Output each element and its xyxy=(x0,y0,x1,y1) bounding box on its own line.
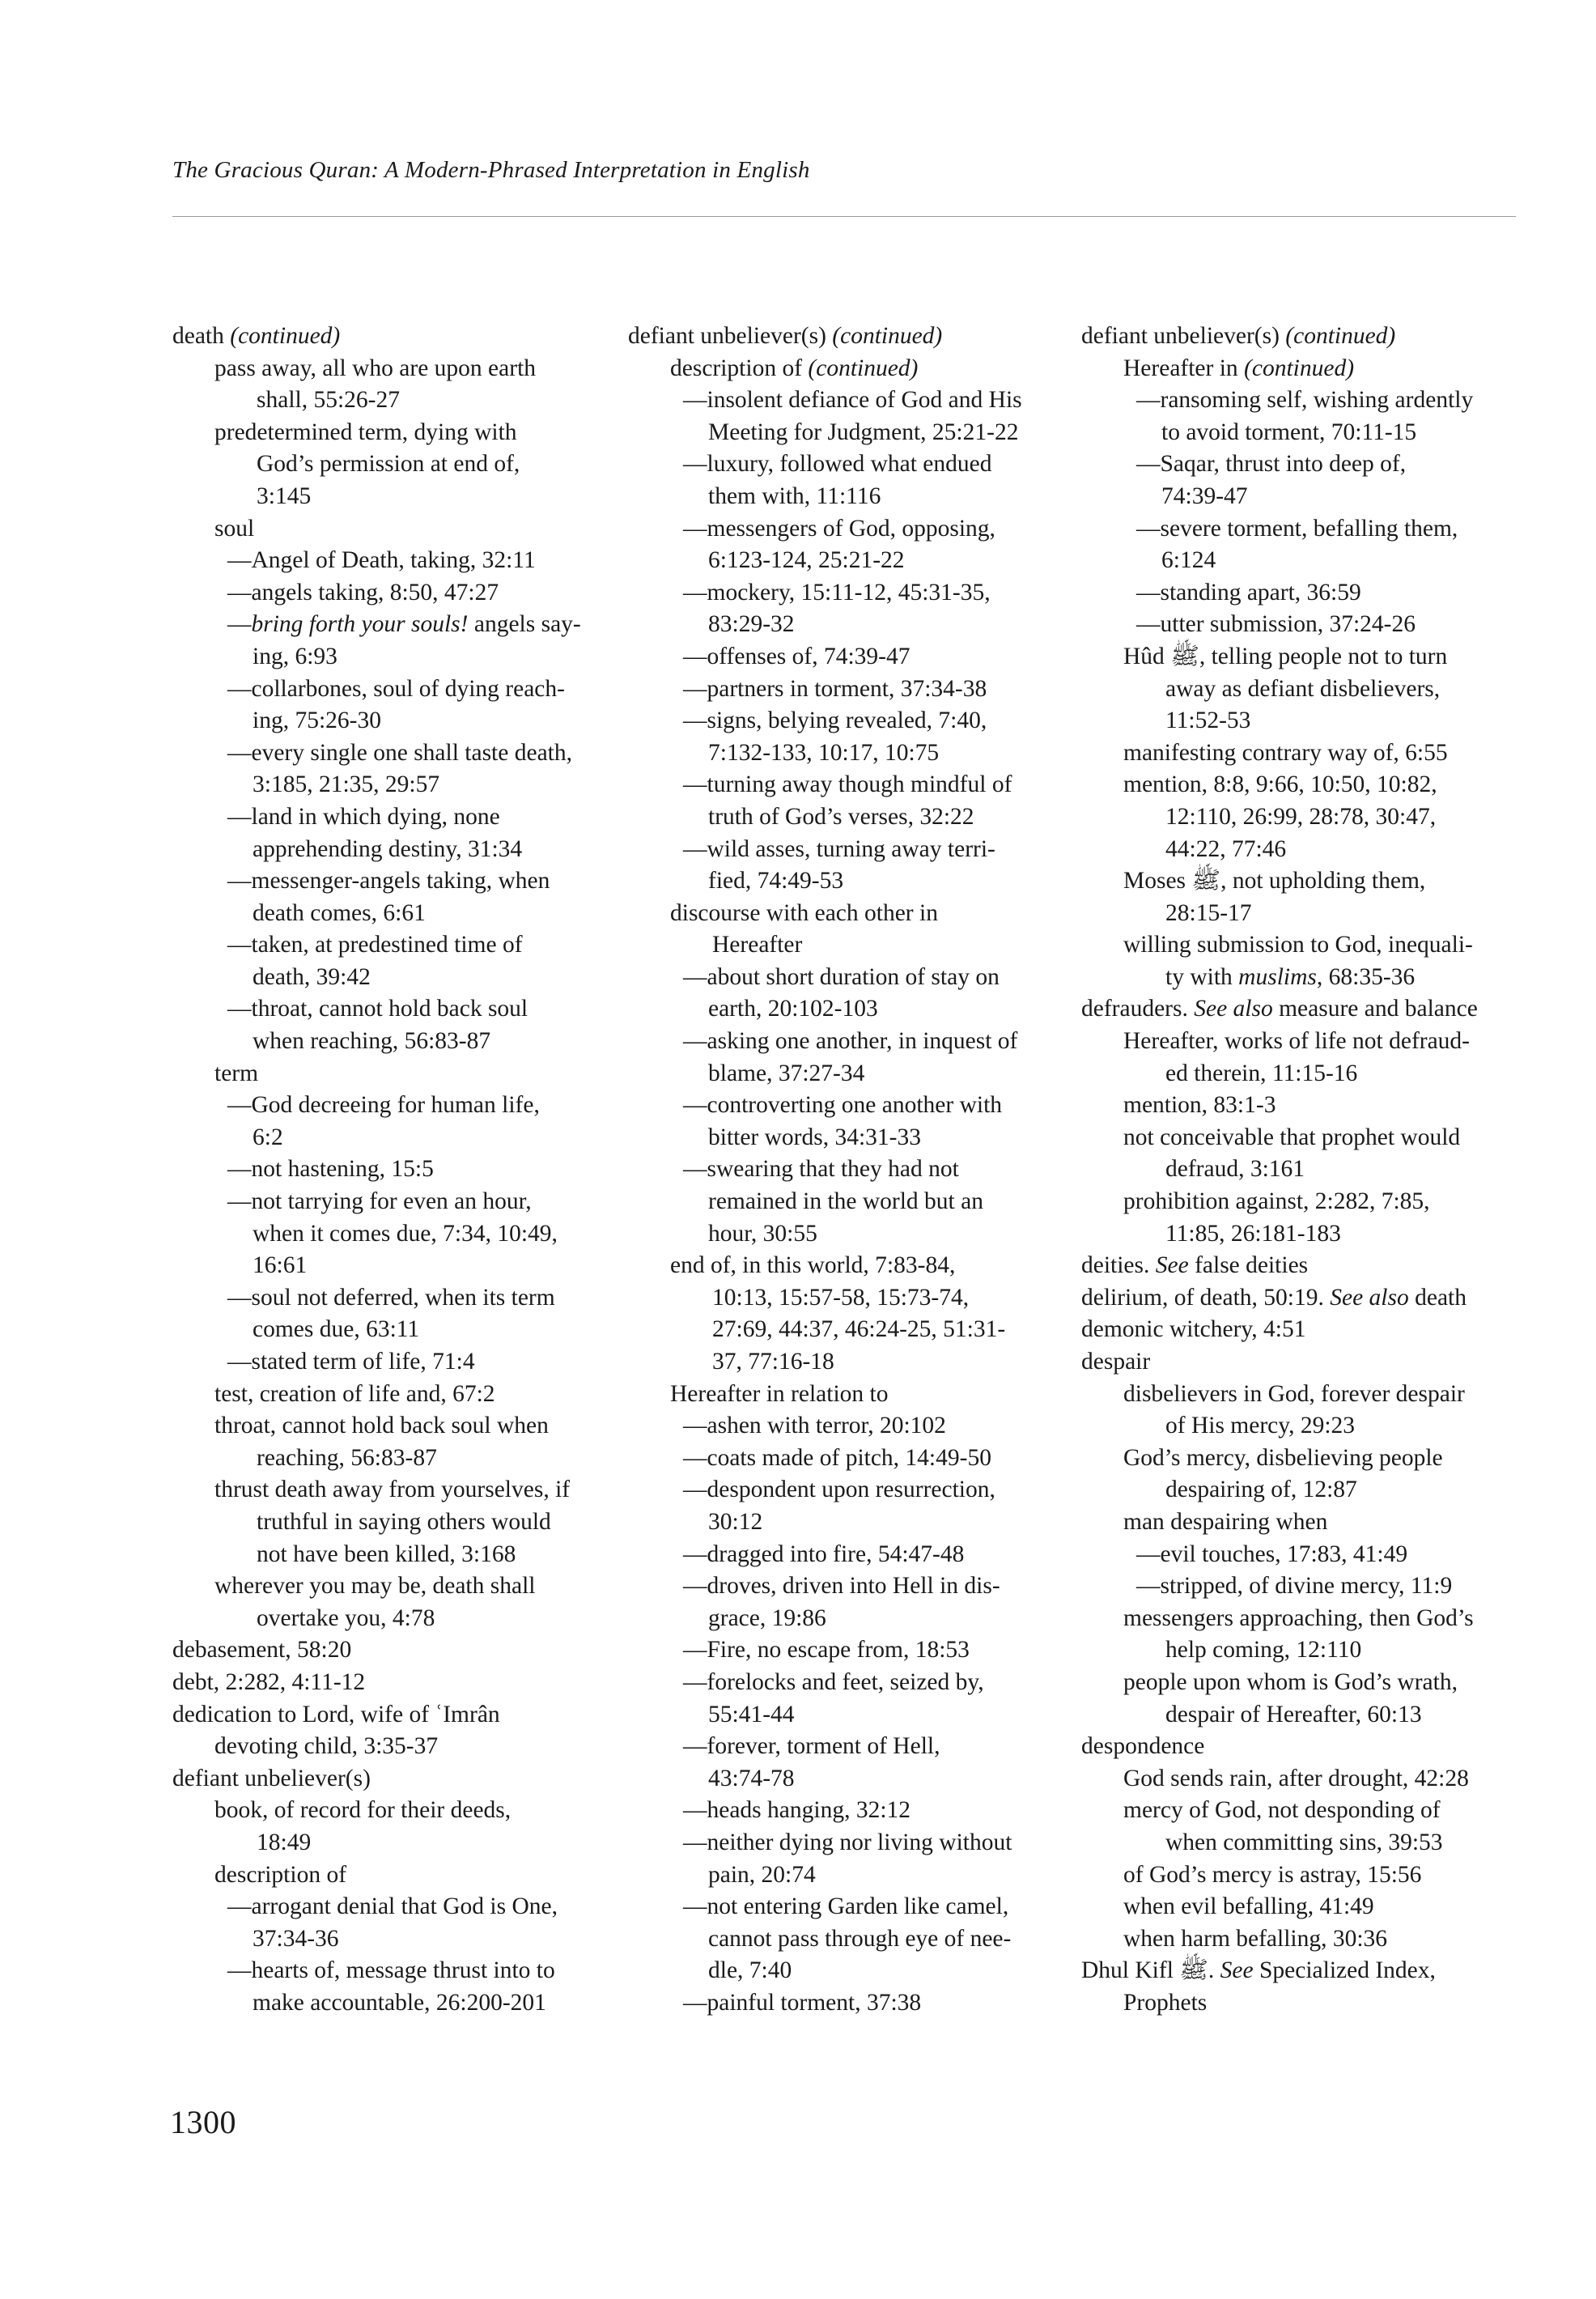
index-entry-line: mention, 8:8, 9:66, 10:50, 10:82, xyxy=(1123,771,1437,798)
index-entry-line: —coats made of pitch, 14:49-50 xyxy=(683,1444,991,1471)
index-entry-line: 11:85, 26:181-183 xyxy=(1165,1220,1341,1247)
index-entry-line: description of xyxy=(214,1861,347,1888)
index-entry-line: Dhul Kifl ﷺ. See Specialized Index, xyxy=(1081,1957,1436,1984)
index-entry-line: defiant unbeliever(s) (continued) xyxy=(1081,323,1396,349)
index-entry-line: debt, 2:282, 4:11-12 xyxy=(172,1668,366,1695)
index-entry-line: —not tarrying for even an hour, xyxy=(227,1188,532,1215)
index-entry-line: —messenger-angels taking, when xyxy=(227,868,550,895)
index-entry-line: 28:15-17 xyxy=(1165,899,1252,926)
index-entry-line: apprehending destiny, 31:34 xyxy=(253,835,523,862)
index-entry-line: when evil befalling, 41:49 xyxy=(1123,1893,1374,1920)
index-entry-line: description of (continued) xyxy=(670,355,919,381)
index-entry-line: predetermined term, dying with xyxy=(214,419,517,445)
index-entry-line: Meeting for Judgment, 25:21-22 xyxy=(708,419,1019,445)
index-entry-line: willing submission to God, inequali- xyxy=(1123,932,1473,958)
index-entry-line: —painful torment, 37:38 xyxy=(683,1989,922,2016)
index-entry-line: defiant unbeliever(s) (continued) xyxy=(628,323,943,349)
index-entry-line: —stated term of life, 71:4 xyxy=(227,1349,475,1375)
index-entry-line: 30:12 xyxy=(708,1508,763,1535)
index-entry-line: —taken, at predestined time of xyxy=(227,932,523,958)
index-entry-line: Hereafter in relation to xyxy=(670,1380,889,1407)
index-entry-line: death comes, 6:61 xyxy=(253,899,426,926)
index-entry-line: —turning away though mindful of xyxy=(683,771,1012,798)
index-entry-line: —signs, belying revealed, 7:40, xyxy=(683,708,987,734)
index-entry-line: despair of Hereafter, 60:13 xyxy=(1165,1701,1422,1727)
index-entry-line: 43:74-78 xyxy=(708,1765,795,1791)
index-entry-line: Hereafter xyxy=(712,932,803,958)
index-entry-line: thrust death away from yourselves, if xyxy=(214,1477,571,1503)
index-entry-line: —insolent defiance of God and His xyxy=(683,387,1022,414)
index-entry-line: remained in the world but an xyxy=(708,1188,983,1215)
index-entry-line: —Fire, no escape from, 18:53 xyxy=(683,1637,970,1664)
index-entry-line: —standing apart, 36:59 xyxy=(1136,579,1361,606)
index-entry-line: 7:132-133, 10:17, 10:75 xyxy=(708,739,940,766)
index-entry-line: to avoid torment, 70:11-15 xyxy=(1161,419,1417,445)
index-entry-line: overtake you, 4:78 xyxy=(257,1604,435,1631)
index-entry-line: not conceivable that prophet would xyxy=(1123,1124,1461,1150)
index-entry-line: 12:110, 26:99, 28:78, 30:47, xyxy=(1165,803,1437,830)
index-entry-line: —angels taking, 8:50, 47:27 xyxy=(227,579,499,606)
index-entry-line: —hearts of, message thrust into to xyxy=(227,1957,555,1984)
index-entry-line: disbelievers in God, forever despair xyxy=(1123,1380,1465,1407)
index-entry-line: —soul not deferred, when its term xyxy=(227,1284,555,1311)
index-entry-line: demonic witchery, 4:51 xyxy=(1081,1316,1306,1343)
index-entry-line: people upon whom is God’s wrath, xyxy=(1123,1668,1458,1695)
index-entry-line: fied, 74:49-53 xyxy=(708,868,844,895)
index-entry-line: defiant unbeliever(s) xyxy=(172,1765,371,1791)
index-entry-line: —collarbones, soul of dying reach- xyxy=(227,675,565,702)
index-entry-line: —forelocks and feet, seized by, xyxy=(683,1668,984,1695)
index-entry-line: discourse with each other in xyxy=(670,899,938,926)
index-entry-line: —Saqar, thrust into deep of, xyxy=(1136,451,1407,478)
index-entry-line: make accountable, 26:200-201 xyxy=(253,1989,546,2016)
index-entry-line: help coming, 12:110 xyxy=(1165,1637,1362,1664)
index-entry-line: —throat, cannot hold back soul xyxy=(227,996,528,1022)
index-entry-line: deities. See false deities xyxy=(1081,1252,1309,1279)
index-entry-line: ed therein, 11:15-16 xyxy=(1165,1060,1358,1086)
index-entry-line: when harm befalling, 30:36 xyxy=(1123,1925,1388,1952)
index-entry-line: —ashen with terror, 20:102 xyxy=(683,1413,946,1439)
index-entry-line: God’s mercy, disbelieving people xyxy=(1123,1444,1443,1471)
index-entry-line: earth, 20:102-103 xyxy=(708,996,878,1022)
index-entry-line: —forever, torment of Hell, xyxy=(683,1733,940,1760)
index-entry-line: of God’s mercy is astray, 15:56 xyxy=(1123,1861,1422,1888)
index-entry-line: Hereafter in (continued) xyxy=(1123,355,1355,381)
index-entry-line: despair xyxy=(1081,1349,1151,1375)
index-entry-line: them with, 11:116 xyxy=(708,482,881,509)
index-entry-line: 6:124 xyxy=(1161,547,1216,574)
index-column-1 xyxy=(172,321,626,2019)
index-entry-line: pain, 20:74 xyxy=(708,1861,816,1888)
page-number: 1300 xyxy=(170,2104,236,2140)
index-entry-line: 18:49 xyxy=(257,1829,312,1855)
index-entry-line: —neither dying nor living without xyxy=(683,1829,1012,1855)
index-entry-line: 44:22, 77:46 xyxy=(1165,835,1287,862)
index-entry-line: —stripped, of divine mercy, 11:9 xyxy=(1136,1573,1453,1600)
index-entry-line: —heads hanging, 32:12 xyxy=(683,1797,911,1824)
index-entry-line: devoting child, 3:35-37 xyxy=(214,1733,439,1760)
index-entry-line: —evil touches, 17:83, 41:49 xyxy=(1136,1540,1408,1567)
index-entry-line: hour, 30:55 xyxy=(708,1220,817,1247)
index-entry-line: death, 39:42 xyxy=(253,963,371,990)
index-entry-line: —God decreeing for human life, xyxy=(227,1092,540,1119)
index-entry-line: —bring forth your souls! angels say- xyxy=(227,611,581,638)
index-entry-line: of His mercy, 29:23 xyxy=(1165,1413,1356,1439)
index-entry-line: —messengers of God, opposing, xyxy=(683,515,995,542)
index-entry-line: —partners in torment, 37:34-38 xyxy=(683,675,987,702)
index-entry-line: God’s permission at end of, xyxy=(257,451,520,478)
index-entry-line: —mockery, 15:11-12, 45:31-35, xyxy=(683,579,991,606)
index-entry-line: away as defiant disbelievers, xyxy=(1165,675,1441,702)
index-entry-line: pass away, all who are upon earth xyxy=(214,355,537,381)
index-entry-line: when committing sins, 39:53 xyxy=(1165,1829,1443,1855)
index-entry-line: 37:34-36 xyxy=(253,1925,339,1952)
index-entry-line: despairing of, 12:87 xyxy=(1165,1477,1357,1503)
index-entry-line: —not hastening, 15:5 xyxy=(227,1156,434,1183)
index-entry-line: 16:61 xyxy=(253,1252,308,1279)
index-entry-line: —every single one shall taste death, xyxy=(227,739,572,766)
index-entry-line: God sends rain, after drought, 42:28 xyxy=(1123,1765,1469,1791)
index-entry-line: death (continued) xyxy=(172,323,341,349)
index-entry-line: —wild asses, turning away terri- xyxy=(683,835,995,862)
index-entry-line: —despondent upon resurrection, xyxy=(683,1477,995,1503)
header-rule xyxy=(172,216,1516,217)
index-entry-line: book, of record for their deeds, xyxy=(214,1797,511,1824)
index-entry-line: —luxury, followed what endued xyxy=(683,451,992,478)
index-entry-line: despondence xyxy=(1081,1733,1205,1760)
index-entry-line: messengers approaching, then God’s xyxy=(1123,1604,1474,1631)
index-entry-line: man despairing when xyxy=(1123,1508,1328,1535)
index-entry-line: 37, 77:16-18 xyxy=(712,1349,834,1375)
index-entry-line: truth of God’s verses, 32:22 xyxy=(708,803,974,830)
index-entry-line: 6:2 xyxy=(253,1124,283,1150)
index-entry-line: defraud, 3:161 xyxy=(1165,1156,1305,1183)
index-entry-line: 74:39-47 xyxy=(1161,482,1248,509)
index-entry-line: —severe torment, befalling them, xyxy=(1136,515,1458,542)
index-entry-line: cannot pass through eye of nee- xyxy=(708,1925,1012,1952)
index-entry-line: dedication to Lord, wife of ʿImrân xyxy=(172,1701,500,1727)
index-entry-line: Moses ﷺ, not upholding them, xyxy=(1123,868,1426,895)
index-column-3 xyxy=(1081,321,1518,2019)
index-entry-line: —Angel of Death, taking, 32:11 xyxy=(227,547,536,574)
index-entry-line: not have been killed, 3:168 xyxy=(257,1540,516,1567)
index-entry-line: shall, 55:26-27 xyxy=(257,387,400,414)
index-entry-line: end of, in this world, 7:83-84, xyxy=(670,1252,956,1279)
index-entry-line: ing, 6:93 xyxy=(253,643,337,669)
index-entry-line: bitter words, 34:31-33 xyxy=(708,1124,922,1150)
index-entry-line: defrauders. See also measure and balance xyxy=(1081,996,1478,1022)
index-entry-line: 55:41-44 xyxy=(708,1701,795,1727)
index-entry-line: 11:52-53 xyxy=(1165,708,1251,734)
index-entry-line: 10:13, 15:57-58, 15:73-74, xyxy=(712,1284,970,1311)
index-entry-line: 6:123-124, 25:21-22 xyxy=(708,547,905,574)
index-entry-line: grace, 19:86 xyxy=(708,1604,826,1631)
index-entry-line: test, creation of life and, 67:2 xyxy=(214,1380,495,1407)
index-entry-line: —arrogant denial that God is One, xyxy=(227,1893,558,1920)
index-entry-line: debasement, 58:20 xyxy=(172,1637,352,1664)
index-entry-line: blame, 37:27-34 xyxy=(708,1060,865,1086)
index-entry-line: —swearing that they had not xyxy=(683,1156,959,1183)
index-entry-line: —not entering Garden like camel, xyxy=(683,1893,1009,1920)
index-entry-line: reaching, 56:83-87 xyxy=(257,1444,437,1471)
index-entry-line: term xyxy=(214,1060,259,1086)
index-entry-line: —offenses of, 74:39-47 xyxy=(683,643,910,669)
index-entry-line: Hereafter, works of life not defraud- xyxy=(1123,1028,1471,1055)
index-entry-line: —droves, driven into Hell in dis- xyxy=(683,1573,1000,1600)
index-entry-line: when reaching, 56:83-87 xyxy=(253,1028,491,1055)
index-entry-line: 3:185, 21:35, 29:57 xyxy=(253,771,440,798)
index-entry-line: throat, cannot hold back soul when xyxy=(214,1413,549,1439)
index-entry-line: soul xyxy=(214,515,255,542)
index-entry-line: 27:69, 44:37, 46:24-25, 51:31- xyxy=(712,1316,1006,1343)
index-entry-line: 3:145 xyxy=(257,482,312,509)
index-entry-line: —land in which dying, none xyxy=(227,803,500,830)
index-entry-line: prohibition against, 2:282, 7:85, xyxy=(1123,1188,1430,1215)
index-entry-line: ing, 75:26-30 xyxy=(253,708,381,734)
index-entry-line: wherever you may be, death shall xyxy=(214,1573,536,1600)
index-entry-line: delirium, of death, 50:19. See also death xyxy=(1081,1284,1467,1311)
index-entry-line: Prophets xyxy=(1123,1989,1208,2016)
index-entry-line: truthful in saying others would xyxy=(257,1508,551,1535)
index-entry-line: 83:29-32 xyxy=(708,611,795,638)
index-entry-line: mercy of God, not desponding of xyxy=(1123,1797,1441,1824)
index-entry-line: —about short duration of stay on xyxy=(683,963,1000,990)
index-entry-line: Hûd ﷺ, telling people not to turn xyxy=(1123,643,1448,669)
index-entry-line: —controverting one another with xyxy=(683,1092,1003,1119)
index-entry-line: comes due, 63:11 xyxy=(253,1316,420,1343)
index-entry-line: —dragged into fire, 54:47-48 xyxy=(683,1540,965,1567)
index-entry-line: manifesting contrary way of, 6:55 xyxy=(1123,739,1448,766)
index-entry-line: mention, 83:1-3 xyxy=(1123,1092,1276,1119)
index-entry-line: when it comes due, 7:34, 10:49, xyxy=(253,1220,558,1247)
index-entry-line: —asking one another, in inquest of xyxy=(683,1028,1018,1055)
running-title: The Gracious Quran: A Modern-Phrased Interpretation in English xyxy=(172,157,810,183)
index-entry-line: —ransoming self, wishing ardently xyxy=(1136,387,1474,414)
index-entry-line: —utter submission, 37:24-26 xyxy=(1136,611,1416,638)
index-entry-line: ty with muslims, 68:35-36 xyxy=(1165,963,1416,990)
index-entry-line: dle, 7:40 xyxy=(708,1957,792,1984)
index-column-2 xyxy=(628,321,1081,2019)
